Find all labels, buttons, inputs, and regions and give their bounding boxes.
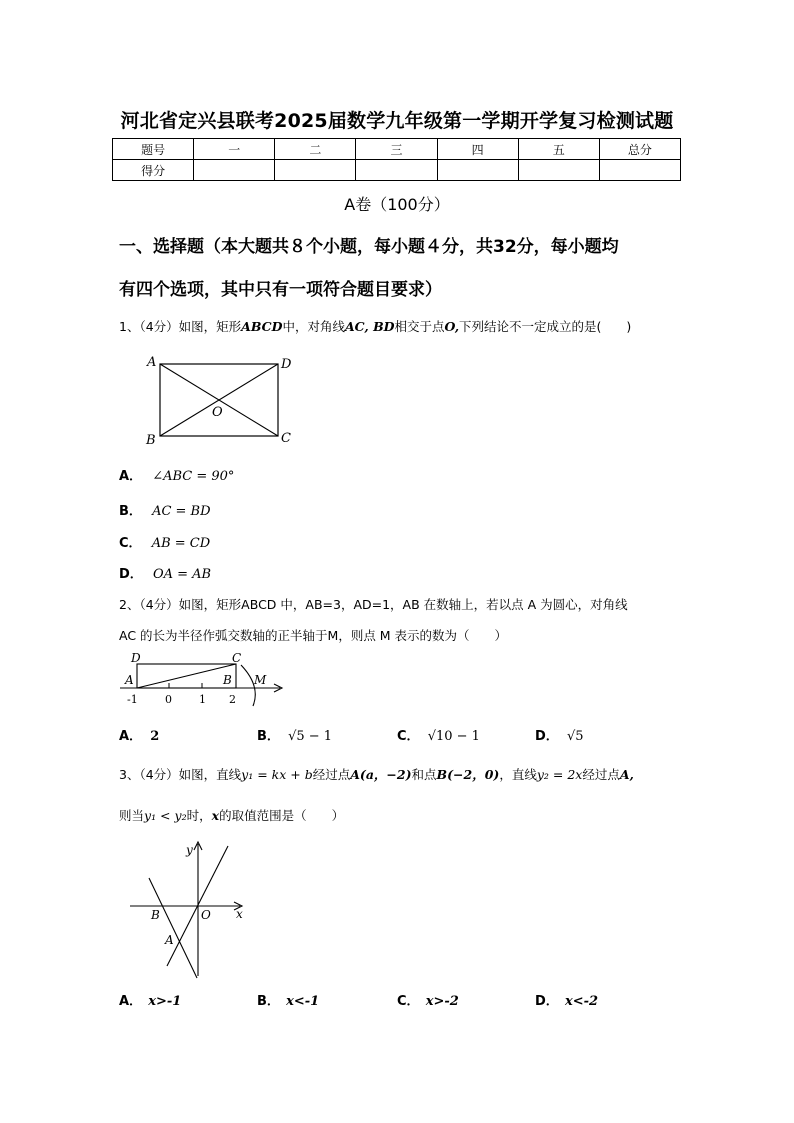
q3-option-a[interactable] [119,990,181,1009]
option-text: √5 [566,729,584,744]
label-b: B [146,433,156,448]
q3-equation-2: y₂ = 2x [536,767,583,782]
q1-suffix: 下列结论不一定成立的是( ) [459,319,632,334]
score-table-score-row [113,160,681,181]
question-3-stem-line2 [119,806,344,824]
score-header-cell: 题号 [113,139,194,160]
q1-point: O, [444,319,460,334]
q3-text: 则当 [119,808,145,823]
q1-option-a[interactable] [119,465,234,484]
score-cell [518,160,599,181]
label-d: D [281,357,292,372]
question-1-stem [119,317,631,335]
label-b: B [223,673,232,687]
option-label: D． [119,567,143,582]
score-header-cell: 三 [356,139,437,160]
q3-text: 的取值范围是（ ） [219,808,345,823]
volume-heading: A卷（100分） [344,195,450,214]
q2-number-line-figure [115,648,295,708]
option-text: x>-1 [148,994,182,1009]
score-header-cell: 二 [275,139,356,160]
page-title: 河北省定兴县联考2025届数学九年级第一学期开学复习检测试题 [120,110,674,132]
label-a: A [125,673,134,687]
score-table [112,138,681,181]
option-label: C． [119,536,142,551]
label-a: A [147,355,157,370]
q3-variable: x [211,808,220,823]
label-b: B [151,908,160,922]
option-label: A． [119,469,143,484]
q3-coordinate-figure [125,838,255,983]
q2-option-d[interactable] [535,725,584,744]
section-heading-line1: 一、选择题（本大题共８个小题，每小题４分，共32分，每小题均 [119,237,619,257]
q1-option-c[interactable] [119,532,210,551]
option-text: x<-2 [564,994,599,1009]
option-label: D． [535,729,559,744]
score-cell [194,160,275,181]
q2-option-c[interactable] [397,725,480,744]
option-label: B． [257,994,280,1009]
q1-mid1: 中，对角线 [282,319,345,334]
label-a: A [165,933,174,947]
q1-rect: ABCD [241,319,283,334]
score-row-label: 得分 [113,160,194,181]
option-label: C． [397,729,420,744]
score-cell [437,160,518,181]
q3-point-a2: A, [619,767,634,782]
option-label: D． [535,994,559,1009]
label-m: M [254,673,267,687]
score-header-cell: 五 [518,139,599,160]
question-2-stem-line2: AC 的长为半径作弧交数轴的正半轴于M，则点 M 表示的数为（ ） [119,628,508,643]
option-text: OA = AB [152,567,212,582]
question-2-stem-line1: 2、（4分）如图，矩形ABCD 中，AB=3，AD=1，AB 在数轴上，若以点 A 为圆心，对角线 [119,597,628,612]
option-text: ∠ABC = 90° [152,469,235,484]
q3-point-a: A(a，−2) [350,767,412,782]
option-text: x>-2 [425,994,459,1009]
label-c: C [232,651,242,665]
option-text: AB = CD [151,536,211,551]
option-label: C． [397,994,420,1009]
q1-rectangle-figure [140,350,300,450]
label-c: C [281,431,291,446]
option-text: 2 [150,729,160,744]
q3-inequality: y₁ < y₂ [144,808,187,823]
score-cell [275,160,356,181]
section-heading-line2: 有四个选项，其中只有一项符合题目要求） [119,280,442,300]
option-label: A． [119,994,143,1009]
score-header-cell: 一 [194,139,275,160]
q3-text: 时， [186,808,212,823]
q1-prefix: 1、（4分）如图，矩形 [119,319,242,334]
q1-option-d[interactable] [119,563,211,582]
score-cell [356,160,437,181]
label-o: O [201,908,211,922]
q1-diag: AC, BD [344,319,395,334]
option-label: B． [257,729,280,744]
label-x: x [236,907,243,921]
q3-point-b: B(−2，0) [436,767,500,782]
option-text: √5 − 1 [288,729,333,744]
option-label: A． [119,729,143,744]
option-text: AC = BD [152,504,211,519]
label-d: D [131,651,141,665]
q2-option-a[interactable] [119,725,159,744]
option-text: x<-1 [286,994,320,1009]
q3-text: 和点 [411,767,437,782]
q3-text: 经过点 [582,767,620,782]
q3-text: ，直线 [499,767,537,782]
q1-mid2: 相交于点 [394,319,445,334]
tick-label: 1 [199,693,206,706]
q3-text: 3、（4分）如图，直线 [119,767,242,782]
option-text: √10 − 1 [427,729,480,744]
q3-equation-1: y₁ = kx + b [241,767,313,782]
q3-option-c[interactable] [397,990,459,1009]
q3-option-b[interactable] [257,990,319,1009]
q3-option-d[interactable] [535,990,598,1009]
tick-label: 0 [165,693,172,706]
q1-option-b[interactable] [119,500,211,519]
score-table-header-row [113,139,681,160]
question-3-stem-line1 [119,765,634,783]
label-y: y [186,843,193,857]
tick-label: 2 [229,693,236,706]
tick-label: -1 [127,693,138,706]
score-header-cell: 总分 [599,139,680,160]
score-cell [599,160,680,181]
line-y1 [149,878,197,978]
option-label: B． [119,504,142,519]
label-o: O [212,405,223,420]
q2-option-b[interactable] [257,725,332,744]
diagonal-ac [137,664,236,688]
score-header-cell: 四 [437,139,518,160]
q3-text: 经过点 [312,767,351,782]
